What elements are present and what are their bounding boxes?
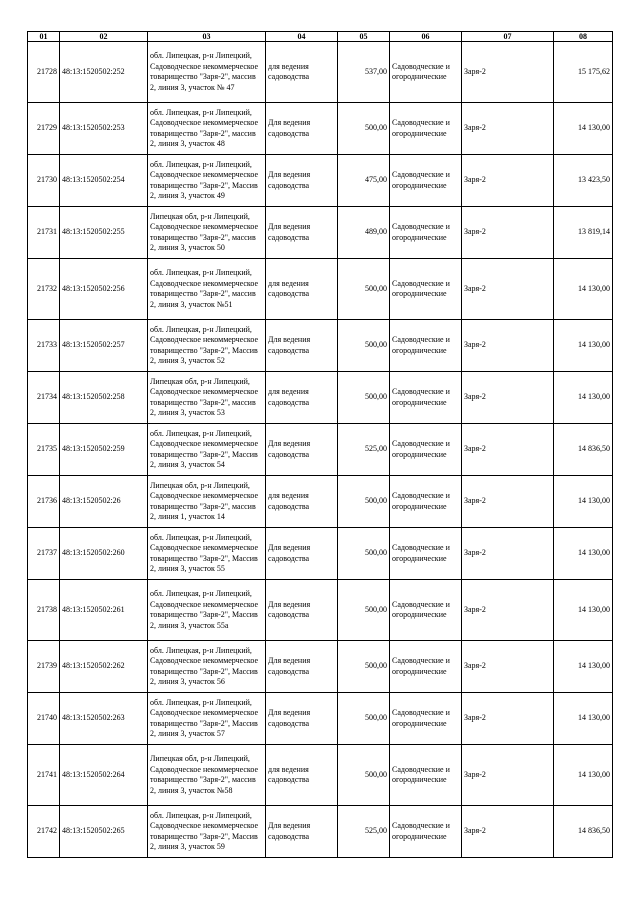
address-text: Липецкая обл, р-н Липецкий, Садоводческое некоммерческое товарищество "Заря-2", массив 2, линия 3, участок №58 <box>150 754 259 795</box>
land-register-table <box>27 31 613 858</box>
address-cell <box>148 528 266 580</box>
cadastral-value-cell: 14 130,00 <box>554 372 613 424</box>
table-row <box>28 528 613 580</box>
row-number-cell: 21737 <box>28 528 60 580</box>
col-header-01: 01 <box>28 32 60 42</box>
row-number-cell: 21734 <box>28 372 60 424</box>
location-cell: Заря-2 <box>462 372 554 424</box>
permitted-use-cell: Для ведения садоводства <box>266 103 338 155</box>
address-text: Липецкая обл, р-н Липецкий, Садоводческое некоммерческое товарищество "Заря-2", массив 2, линия 1, участок 14 <box>150 480 259 521</box>
permitted-use-cell: для ведения садоводства <box>266 259 338 320</box>
col-header-05: 05 <box>338 32 390 42</box>
address-text: обл. Липецкая, р-н Липецкий, Садоводческое некоммерческое товарищество "Заря-2", Массив 2, линия 3, участок 57 <box>150 697 259 738</box>
address-cell <box>148 745 266 806</box>
row-number-cell: 21738 <box>28 580 60 641</box>
cadastral-number-cell: 48:13:1520502:260 <box>60 528 148 580</box>
location-cell: Заря-2 <box>462 476 554 528</box>
address-text: обл. Липецкая, р-н Липецкий, Садоводческое некоммерческое товарищество "Заря-2", Массив 2, линия 3, участок 54 <box>150 428 259 469</box>
cadastral-value-cell: 13 819,14 <box>554 207 613 259</box>
address-cell <box>148 641 266 693</box>
land-category-cell: Садоводческие и огороднические <box>390 806 462 858</box>
address-cell <box>148 476 266 528</box>
area-cell: 500,00 <box>338 580 390 641</box>
row-number-cell: 21730 <box>28 155 60 207</box>
cadastral-number-cell: 48:13:1520502:257 <box>60 320 148 372</box>
cadastral-value-cell: 14 836,50 <box>554 806 613 858</box>
address-cell <box>148 424 266 476</box>
address-text: обл. Липецкая, р-н Липецкий, Садоводческое некоммерческое товарищество "Заря-2", Массив 2, линия 3, участок 49 <box>150 159 259 200</box>
location-cell: Заря-2 <box>462 693 554 745</box>
permitted-use-cell: Для ведения садоводства <box>266 528 338 580</box>
cadastral-number-cell: 48:13:1520502:262 <box>60 641 148 693</box>
land-category-cell: Садоводческие и огороднические <box>390 476 462 528</box>
row-number-cell: 21732 <box>28 259 60 320</box>
cadastral-number-cell: 48:13:1520502:26 <box>60 476 148 528</box>
table-row <box>28 424 613 476</box>
area-cell: 500,00 <box>338 476 390 528</box>
location-cell: Заря-2 <box>462 259 554 320</box>
row-number-cell: 21728 <box>28 42 60 103</box>
address-cell <box>148 806 266 858</box>
table-row <box>28 580 613 641</box>
address-text: обл. Липецкая, р-н Липецкий, Садоводческое некоммерческое товарищество "Заря-2", Массив 2, линия 3, участок 55а <box>150 589 259 630</box>
cadastral-value-cell: 15 175,62 <box>554 42 613 103</box>
permitted-use-cell: Для ведения садоводства <box>266 155 338 207</box>
row-number-cell: 21736 <box>28 476 60 528</box>
cadastral-value-cell: 14 130,00 <box>554 580 613 641</box>
row-number-cell: 21740 <box>28 693 60 745</box>
table-row <box>28 806 613 858</box>
location-cell: Заря-2 <box>462 641 554 693</box>
area-cell: 500,00 <box>338 745 390 806</box>
area-cell: 500,00 <box>338 372 390 424</box>
col-header-07: 07 <box>462 32 554 42</box>
address-cell <box>148 207 266 259</box>
table-row <box>28 641 613 693</box>
cadastral-value-cell: 14 130,00 <box>554 259 613 320</box>
cadastral-number-cell: 48:13:1520502:252 <box>60 42 148 103</box>
cadastral-number-cell: 48:13:1520502:254 <box>60 155 148 207</box>
address-text: Липецкая обл, р-н Липецкий, Садоводческое некоммерческое товарищество "Заря-2", массив 2, линия 3, участок 53 <box>150 376 259 417</box>
area-cell: 500,00 <box>338 103 390 155</box>
area-cell: 537,00 <box>338 42 390 103</box>
location-cell: Заря-2 <box>462 42 554 103</box>
table-row <box>28 155 613 207</box>
address-text: обл. Липецкая, р-н Липецкий, Садоводческое некоммерческое товарищество "Заря-2", массив 2, линия 3, участок №51 <box>150 268 259 309</box>
area-cell: 500,00 <box>338 528 390 580</box>
land-category-cell: Садоводческие и огороднические <box>390 424 462 476</box>
address-text: обл. Липецкая, р-н Липецкий, Садоводческое некоммерческое товарищество "Заря-2", Массив 2, линия 3, участок 52 <box>150 324 259 365</box>
cadastral-number-cell: 48:13:1520502:255 <box>60 207 148 259</box>
address-text: обл. Липецкая, р-н Липецкий, Садоводческое некоммерческое товарищество "Заря-2", Массив 2, линия 3, участок 55 <box>150 532 259 573</box>
location-cell: Заря-2 <box>462 806 554 858</box>
permitted-use-cell: Для ведения садоводства <box>266 806 338 858</box>
row-number-cell: 21735 <box>28 424 60 476</box>
permitted-use-cell: Для ведения садоводства <box>266 693 338 745</box>
table-row <box>28 476 613 528</box>
table-row <box>28 42 613 103</box>
col-header-02: 02 <box>60 32 148 42</box>
col-header-03: 03 <box>148 32 266 42</box>
area-cell: 500,00 <box>338 641 390 693</box>
location-cell: Заря-2 <box>462 580 554 641</box>
location-cell: Заря-2 <box>462 320 554 372</box>
address-cell <box>148 580 266 641</box>
cadastral-number-cell: 48:13:1520502:258 <box>60 372 148 424</box>
permitted-use-cell: для ведения садоводства <box>266 476 338 528</box>
address-cell <box>148 103 266 155</box>
area-cell: 525,00 <box>338 806 390 858</box>
cadastral-number-cell: 48:13:1520502:263 <box>60 693 148 745</box>
address-text: обл. Липецкая, р-н Липецкий, Садоводческое некоммерческое товарищество "Заря-2", массив 2, линия 3, участок 48 <box>150 107 259 148</box>
permitted-use-cell: для ведения садоводства <box>266 745 338 806</box>
permitted-use-cell: Для ведения садоводства <box>266 207 338 259</box>
land-category-cell: Садоводческие и огороднические <box>390 42 462 103</box>
land-category-cell: Садоводческие и огороднические <box>390 103 462 155</box>
location-cell: Заря-2 <box>462 745 554 806</box>
land-category-cell: Садоводческие и огороднические <box>390 372 462 424</box>
permitted-use-cell: для ведения садоводства <box>266 42 338 103</box>
land-category-cell: Садоводческие и огороднические <box>390 155 462 207</box>
cadastral-value-cell: 14 130,00 <box>554 476 613 528</box>
location-cell: Заря-2 <box>462 424 554 476</box>
permitted-use-cell: Для ведения садоводства <box>266 641 338 693</box>
land-category-cell: Садоводческие и огороднические <box>390 528 462 580</box>
col-header-06: 06 <box>390 32 462 42</box>
table-row <box>28 259 613 320</box>
land-category-cell: Садоводческие и огороднические <box>390 693 462 745</box>
cadastral-value-cell: 14 130,00 <box>554 103 613 155</box>
table-row <box>28 103 613 155</box>
address-cell <box>148 259 266 320</box>
area-cell: 475,00 <box>338 155 390 207</box>
cadastral-value-cell: 14 130,00 <box>554 641 613 693</box>
land-category-cell: Садоводческие и огороднические <box>390 745 462 806</box>
row-number-cell: 21733 <box>28 320 60 372</box>
row-number-cell: 21729 <box>28 103 60 155</box>
table-row <box>28 320 613 372</box>
row-number-cell: 21741 <box>28 745 60 806</box>
permitted-use-cell: Для ведения садоводства <box>266 320 338 372</box>
address-text: обл. Липецкая, р-н Липецкий, Садоводческое некоммерческое товарищество "Заря-2", массив 2, линия 3, участок № 47 <box>150 51 259 92</box>
land-category-cell: Садоводческие и огороднические <box>390 320 462 372</box>
cadastral-value-cell: 14 130,00 <box>554 320 613 372</box>
col-header-04: 04 <box>266 32 338 42</box>
address-cell <box>148 693 266 745</box>
permitted-use-cell: Для ведения садоводства <box>266 580 338 641</box>
cadastral-number-cell: 48:13:1520502:253 <box>60 103 148 155</box>
cadastral-value-cell: 14 130,00 <box>554 745 613 806</box>
location-cell: Заря-2 <box>462 207 554 259</box>
address-text: Липецкая обл, р-н Липецкий, Садоводческое некоммерческое товарищество "Заря-2", массив 2, линия 3, участок 50 <box>150 211 259 252</box>
cadastral-value-cell: 14 130,00 <box>554 528 613 580</box>
address-cell <box>148 42 266 103</box>
table-row <box>28 372 613 424</box>
area-cell: 525,00 <box>338 424 390 476</box>
col-header-08: 08 <box>554 32 613 42</box>
cadastral-number-cell: 48:13:1520502:264 <box>60 745 148 806</box>
location-cell: Заря-2 <box>462 103 554 155</box>
address-cell <box>148 155 266 207</box>
address-text: обл. Липецкая, р-н Липецкий, Садоводческое некоммерческое товарищество "Заря-2", Массив 2, линия 3, участок 59 <box>150 810 259 851</box>
permitted-use-cell: для ведения садоводства <box>266 372 338 424</box>
cadastral-number-cell: 48:13:1520502:256 <box>60 259 148 320</box>
table-row <box>28 207 613 259</box>
cadastral-value-cell: 14 130,00 <box>554 693 613 745</box>
land-category-cell: Садоводческие и огороднические <box>390 580 462 641</box>
location-cell: Заря-2 <box>462 528 554 580</box>
address-text: обл. Липецкая, р-н Липецкий, Садоводческое некоммерческое товарищество "Заря-2", Массив 2, линия 3, участок 56 <box>150 645 259 686</box>
area-cell: 500,00 <box>338 320 390 372</box>
land-category-cell: Садоводческие и огороднические <box>390 207 462 259</box>
area-cell: 489,00 <box>338 207 390 259</box>
cadastral-value-cell: 13 423,50 <box>554 155 613 207</box>
cadastral-number-cell: 48:13:1520502:261 <box>60 580 148 641</box>
row-number-cell: 21742 <box>28 806 60 858</box>
row-number-cell: 21731 <box>28 207 60 259</box>
cadastral-number-cell: 48:13:1520502:265 <box>60 806 148 858</box>
area-cell: 500,00 <box>338 259 390 320</box>
permitted-use-cell: Для ведения садоводства <box>266 424 338 476</box>
row-number-cell: 21739 <box>28 641 60 693</box>
header-row <box>28 32 613 42</box>
address-cell <box>148 320 266 372</box>
table-row <box>28 693 613 745</box>
location-cell: Заря-2 <box>462 155 554 207</box>
area-cell: 500,00 <box>338 693 390 745</box>
cadastral-number-cell: 48:13:1520502:259 <box>60 424 148 476</box>
address-cell <box>148 372 266 424</box>
table-row <box>28 745 613 806</box>
land-category-cell: Садоводческие и огороднические <box>390 641 462 693</box>
land-category-cell: Садоводческие и огороднические <box>390 259 462 320</box>
cadastral-value-cell: 14 836,50 <box>554 424 613 476</box>
